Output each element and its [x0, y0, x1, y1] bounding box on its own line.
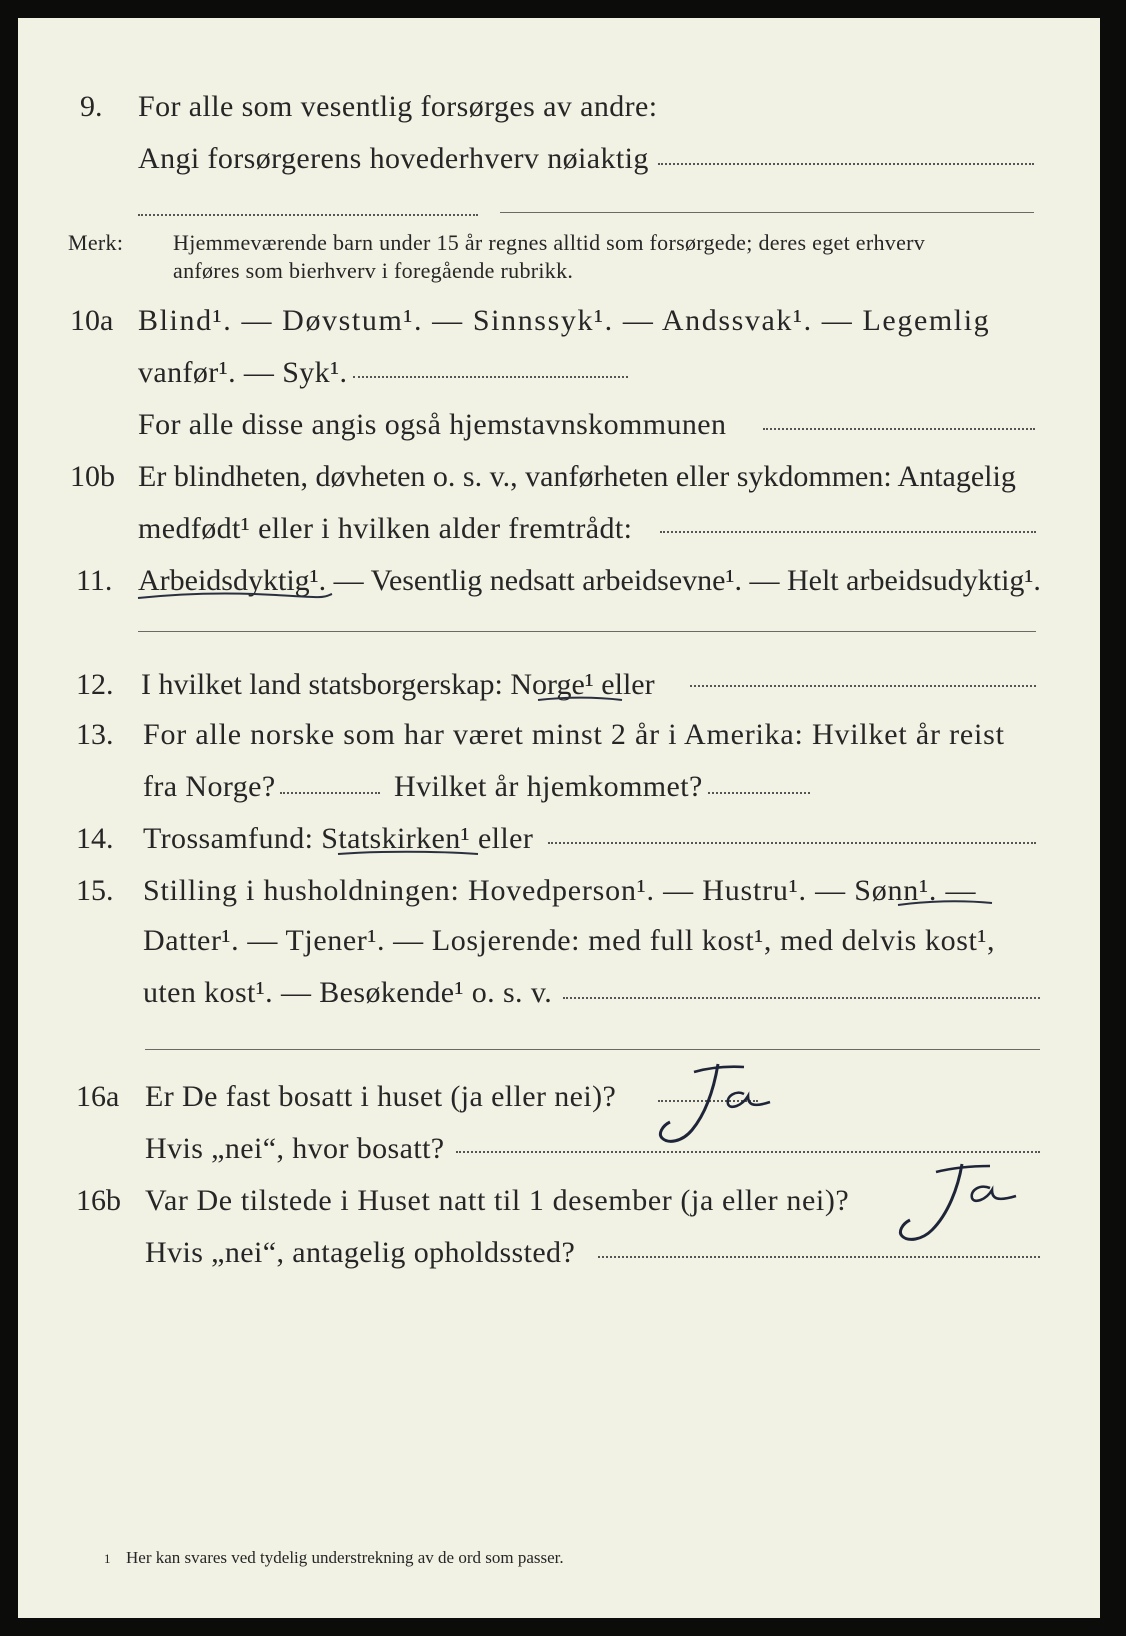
q14-number: 14. [76, 822, 114, 855]
merk-note-line1: Hjemmeværende barn under 15 år regnes alltid som forsørgede; deres eget erhverv [173, 230, 926, 255]
q13-hjemkommet-label: Hvilket år hjemkommet? [394, 770, 703, 803]
q13-number: 13. [76, 718, 114, 751]
q16a-number: 16a [76, 1080, 120, 1113]
census-form-page [18, 18, 1100, 1618]
q15-underline-mark [896, 896, 996, 910]
merk-note-line2: anføres som bierhverv i foregående rubrikk. [173, 258, 574, 283]
q9-question-line2: Angi forsørgerens hovederhverv nøiaktig [138, 142, 649, 175]
q12-number: 12. [76, 668, 114, 701]
q14-question: Trossamfund: Statskirken¹ eller [143, 822, 534, 855]
q9-number: 9. [80, 90, 103, 123]
footnote-mark: 1 [104, 1551, 111, 1566]
q11-underline-mark [136, 590, 336, 604]
q16b-question: Var De tilstede i Huset natt til 1 desember (ja eller nei)? [145, 1184, 850, 1217]
q12-question: I hvilket land statsborgerskap: Norge¹ eller [141, 668, 655, 701]
q10b-number: 10b [70, 460, 115, 493]
q9-answer-field[interactable] [658, 163, 1034, 165]
q16b-opholdssted-field[interactable] [598, 1256, 1040, 1258]
q13-question: For alle norske som har været minst 2 år i Amerika: Hvilket år reist [143, 718, 1005, 751]
q10a-hometown-field[interactable] [763, 428, 1035, 430]
q10a-answer-field[interactable] [353, 376, 628, 378]
q10a-options-line2: vanfør¹. — Syk¹. [138, 356, 348, 389]
q15-answer-line[interactable] [145, 1049, 1040, 1050]
q13-hjemkommet-field[interactable] [708, 792, 810, 794]
q9-question: For alle som vesentlig forsørges av andre: [138, 90, 658, 123]
q16a-question: Er De fast bosatt i huset (ja eller nei)? [145, 1080, 617, 1113]
q11-answer-line[interactable] [138, 631, 1036, 632]
q15-options-line3: uten kost¹. — Besøkende¹ o. s. v. [143, 976, 553, 1009]
q16a-bosatt-question: Hvis „nei“, hvor bosatt? [145, 1132, 445, 1165]
q16b-handwritten-answer [886, 1158, 1036, 1248]
q15-options-line2: Datter¹. — Tjener¹. — Losjerende: med full kost¹, med delvis kost¹, [143, 924, 996, 957]
q10b-answer-field[interactable] [660, 531, 1036, 533]
q16b-opholdssted-question: Hvis „nei“, antagelig opholdssted? [145, 1236, 576, 1269]
q15-options: Stilling i husholdningen: Hovedperson¹. — Hustru¹. — Sønn¹. — [143, 874, 977, 907]
q10b-question-line2: medfødt¹ eller i hvilken alder fremtrådt: [138, 512, 633, 545]
q16a-answer-text [748, 1078, 749, 1079]
q14-underline-mark [336, 848, 482, 860]
q10a-options: Blind¹. — Døvstum¹. — Sinnssyk¹. — Andssvak¹. — Legemlig [138, 304, 991, 337]
q14-answer-field[interactable] [548, 842, 1036, 844]
q10a-number: 10a [70, 304, 114, 337]
q16b-answer-text [978, 1178, 979, 1179]
q11-number: 11. [76, 564, 113, 597]
q13-reist-label: fra Norge? [143, 770, 276, 803]
q16b-number: 16b [76, 1184, 121, 1217]
q13-reist-field[interactable] [280, 792, 380, 794]
q16a-bosatt-field[interactable] [456, 1151, 1040, 1153]
q15-answer-field[interactable] [563, 997, 1040, 999]
q16a-handwritten-answer [648, 1058, 778, 1148]
q11-options: Arbeidsdyktig¹. — Vesentlig nedsatt arbeidsevne¹. — Helt arbeidsudyktig¹. [138, 564, 1041, 597]
q12-answer-field[interactable] [690, 685, 1036, 687]
q15-number: 15. [76, 874, 114, 907]
q10b-question: Er blindheten, døvheten o. s. v., vanførheten eller sykdommen: Antagelig [138, 460, 1016, 493]
merk-label: Merk: [68, 230, 124, 255]
footnote-text: Her kan svares ved tydelig understrekning av de ord som passer. [126, 1548, 564, 1567]
q9-answer-field-2b[interactable] [500, 212, 1034, 213]
q10a-hometown-question: For alle disse angis også hjemstavnskommunen [138, 408, 727, 441]
q9-answer-field-2a[interactable] [138, 214, 478, 216]
q12-underline-mark [536, 694, 626, 706]
